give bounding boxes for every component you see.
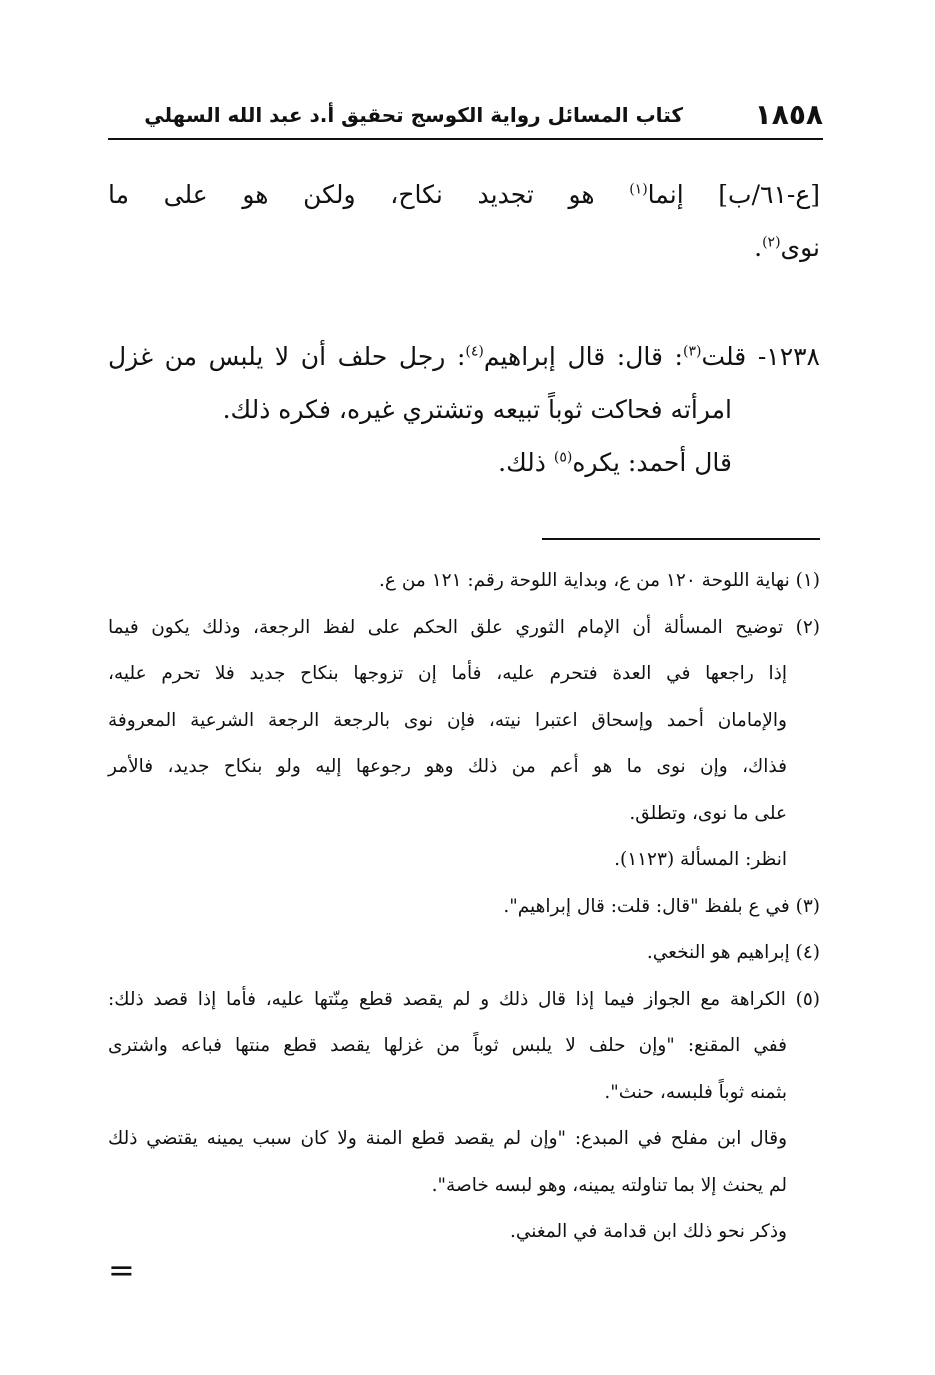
footnote-2-line: إذا راجعها في العدة فتحرم عليه، فأما إن تزوجها بنكاح جديد فلا تحرم عليه، <box>108 663 787 684</box>
footnote-separator <box>542 538 820 540</box>
footnote-1: (١) نهاية اللوحة ١٢٠ من ع، وبداية اللوحة رقم: ١٢١ من ع. <box>379 570 820 591</box>
footnote-marker: (٥) <box>553 449 573 466</box>
text-run: : رجل حلف أن لا يلبس من غزل <box>108 342 466 371</box>
footnote-3: (٣) في ع بلفظ "قال: قلت: قال إبراهيم". <box>503 895 820 917</box>
footnote-4: (٤) إبراهيم هو النخعي. <box>646 942 820 963</box>
paragraph-line <box>108 436 820 489</box>
footnote-5-line: لم يحنث إلا بما تناولته يمينه، وهو لبسه خاصة". <box>431 1174 787 1196</box>
text-run: قال أحمد: يكره <box>572 448 732 477</box>
question-1238 <box>108 330 820 489</box>
text-run: هو تجديد نكاح، ولكن هو على ما <box>108 180 630 209</box>
paragraph-line: امرأته فحاكت ثوباً تبيعه وتشتري غيره، فكره ذلك. <box>222 395 732 424</box>
header-rule <box>108 138 823 140</box>
paragraph-line <box>108 330 820 383</box>
footnote-marker: (٤) <box>465 343 484 360</box>
footnote-2-line: فذاك، وإن نوى ما هو أعم من ذلك وهو رجوعها إليه ولو بنكاح جديد، فالأمر <box>108 756 787 777</box>
paragraph-line <box>108 221 820 274</box>
text-run: ذلك. <box>498 448 554 477</box>
footnote-marker: (٣) <box>682 343 702 360</box>
footnote-5-line: (٥) الكراهة مع الجواز فيما إذا قال ذلك و لم يقصد قطع مِنّتها عليه، فأما إذا قصد ذلك: <box>108 988 820 1010</box>
footnote-2-line: انظر: المسألة (١١٢٣). <box>614 849 787 870</box>
footnote-5-line: وذكر نحو ذلك ابن قدامة في المغني. <box>509 1221 787 1242</box>
footnote-2-line: على ما نوى، وتطلق. <box>629 802 787 824</box>
text-run: ١٢٣٨- قلت <box>701 342 820 371</box>
running-title: كتاب المسائل رواية الكوسج تحقيق أ.د عبد الله السهلي <box>144 103 683 127</box>
footnote-2-line: (٢) توضيح المسألة أن الإمام الثوري علق الحكم على لفظ الرجعة، وذلك يكون فيما <box>108 616 820 638</box>
page-header <box>108 95 823 135</box>
footnote-5-line: ففي المقنع: "وإن حلف لا يلبس ثوباً من غزلها يقصد قطع منتها فباعه واشترى <box>108 1035 787 1056</box>
page-number: ١٨٥٨ <box>754 98 823 131</box>
paragraph-continuation <box>108 168 820 274</box>
text-run: . <box>754 233 763 262</box>
footnotes <box>108 558 820 1256</box>
footnote-marker: (٢) <box>762 234 781 251</box>
text-run: [ع-٦١/ب] إنما <box>647 180 820 209</box>
text-run: : قال: قال إبراهيم <box>483 342 683 371</box>
footnote-marker: (١) <box>629 181 648 198</box>
footnote-5-line: بثمنه ثوباً فلبسه، حنث". <box>604 1081 787 1103</box>
footnote-5-line: وقال ابن مفلح في المبدع: "وإن لم يقصد قطع المنة ولا كان سبب يمينه يقتضي ذلك <box>108 1128 787 1149</box>
footnote-2-line: والإمامان أحمد وإسحاق اعتبرا نيته، فإن نوى بالرجعة الرجعة الشرعية المعروفة <box>108 709 787 731</box>
continuation-mark: = <box>108 1251 135 1289</box>
paragraph-line <box>108 168 820 221</box>
text-run: نوى <box>780 233 820 262</box>
